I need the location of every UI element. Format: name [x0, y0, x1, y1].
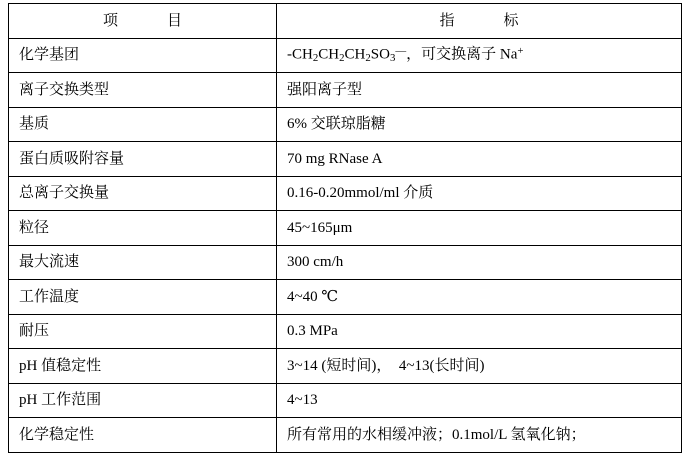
table-row [9, 211, 682, 246]
cell-item: pH 工作范围 [9, 383, 277, 418]
table-row [9, 418, 682, 453]
column-header-item-label: 项 目 [103, 12, 189, 29]
cell-item: 总离子交换量 [9, 176, 277, 211]
column-header-spec-label: 指 标 [439, 12, 525, 29]
cell-item: pH 值稳定性 [9, 349, 277, 384]
cell-value: 70 mg RNase A [277, 142, 682, 177]
table-body [9, 38, 682, 452]
specification-table [8, 3, 682, 453]
cell-item: 离子交换类型 [9, 73, 277, 108]
cell-item: 工作温度 [9, 280, 277, 315]
cell-value: 6% 交联琼脂糖 [277, 107, 682, 142]
table-row [9, 280, 682, 315]
cell-value: 300 cm/h [277, 245, 682, 280]
cell-value: 所有常用的水相缓冲液；0.1mol/L 氢氧化钠； [277, 418, 682, 453]
cell-item: 粒径 [9, 211, 277, 246]
cell-value: 4~40 ℃ [277, 280, 682, 315]
cell-value: 0.3 MPa [277, 314, 682, 349]
column-header-item [9, 4, 277, 39]
cell-value: $-CH_2CH_2CH_2SO_3^—$，可交换离子 Na+ [277, 38, 682, 73]
cell-item: 最大流速 [9, 245, 277, 280]
cell-item: 化学稳定性 [9, 418, 277, 453]
cell-item: 化学基团 [9, 38, 277, 73]
cell-value: 强阳离子型 [277, 73, 682, 108]
cell-item: 基质 [9, 107, 277, 142]
cell-value: 0.16-0.20mmol/ml 介质 [277, 176, 682, 211]
table-row [9, 107, 682, 142]
cell-value: 45~165μm [277, 211, 682, 246]
table-row [9, 314, 682, 349]
table-row [9, 245, 682, 280]
table-row [9, 176, 682, 211]
column-header-spec [277, 4, 682, 39]
document-page [0, 3, 688, 453]
cell-value: 4~13 [277, 383, 682, 418]
cell-value: 3~14 (短时间)， 4~13(长时间) [277, 349, 682, 384]
table-row [9, 349, 682, 384]
table-header [9, 4, 682, 39]
table-row [9, 383, 682, 418]
cell-item: 蛋白质吸附容量 [9, 142, 277, 177]
cell-item: 耐压 [9, 314, 277, 349]
table-row [9, 142, 682, 177]
table-row [9, 38, 682, 73]
table-row [9, 73, 682, 108]
table-header-row [9, 4, 682, 39]
